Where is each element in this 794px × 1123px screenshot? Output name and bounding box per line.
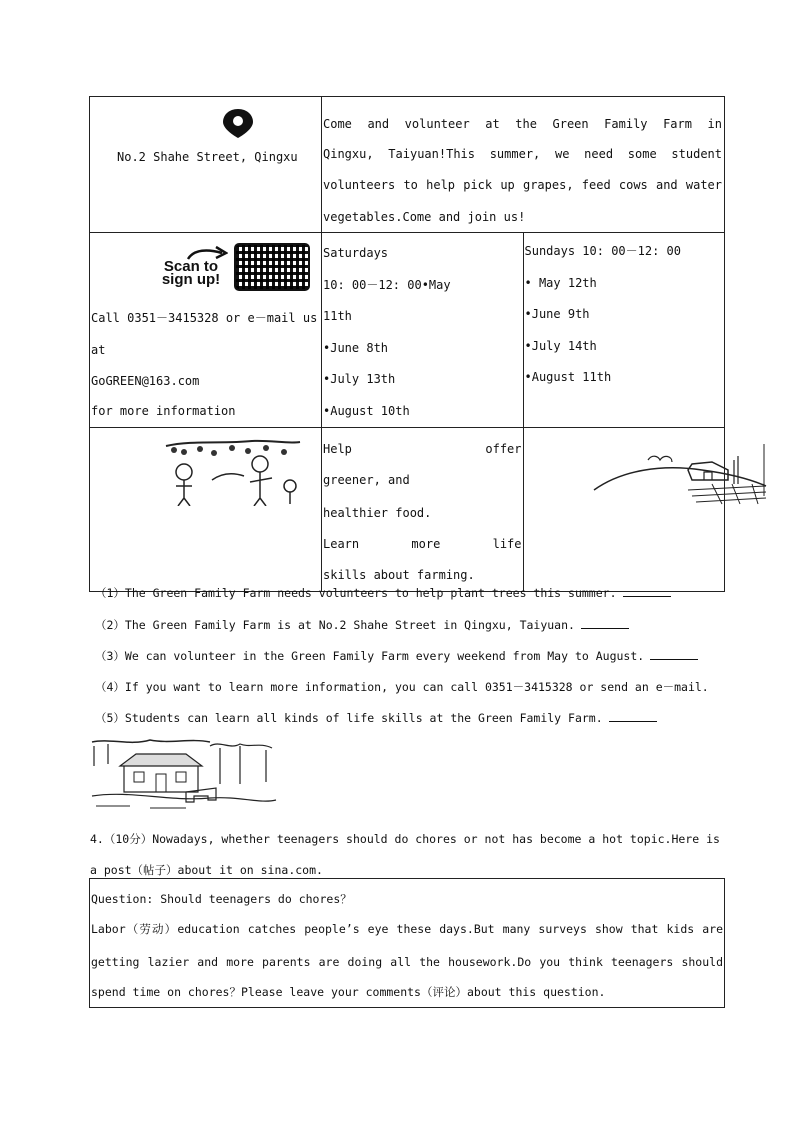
intro-line: Qingxu, Taiyuan!This summer, we need some student [323, 147, 722, 161]
grape-picking-illustration-cell [90, 428, 322, 592]
question-text: （1）The Green Family Farm needs volunteers to help plant trees this summer. [95, 586, 617, 600]
saturdays-cell [322, 233, 524, 428]
question-text: （2）The Green Family Farm is at No.2 Shahe Street in Qingxu, Taiyuan. [95, 618, 575, 632]
scan-line: Scan to [163, 258, 219, 275]
sunday-line: •July 14th [524, 338, 597, 353]
contact-block [91, 303, 317, 427]
saturday-line: 10: 00－12: 00•May [323, 277, 451, 292]
scan-label [156, 260, 226, 286]
contact-line: at [91, 342, 106, 357]
answer-blank[interactable] [581, 618, 629, 629]
question-text: （4）If you want to learn more information, you can call 0351－3415328 or send an e－mail. [95, 680, 709, 694]
intro-line: Come and volunteer at the Green Family Farm in [323, 117, 722, 131]
task-4-line: a post（帖子）about it on sina.com. [90, 863, 323, 877]
question-5 [95, 710, 657, 726]
task-4-line: 4.（10分）Nowadays, whether teenagers should do chores or not has become a hot topic.Here is [90, 832, 720, 846]
saturday-line: 11th [323, 309, 352, 323]
farm-village-illustration [90, 736, 278, 812]
answer-blank[interactable] [650, 649, 698, 660]
farmhouse-illustration [592, 440, 768, 506]
benefit-line: Help offer [323, 442, 522, 456]
intro-cell [322, 97, 725, 233]
sunday-line: •August 11th [524, 370, 612, 384]
saturday-line: •June 8th [323, 340, 389, 355]
question-text: （3）We can volunteer in the Green Family Farm every weekend from May to August. [95, 649, 645, 663]
intro-line: vegetables.Come and join us! [323, 210, 526, 224]
grape-picking-illustration [162, 436, 302, 506]
intro-line: volunteers to help pick up grapes, feed cows and water [323, 178, 722, 192]
sunday-line: • May 12th [524, 275, 597, 290]
contact-cell [90, 233, 322, 428]
post-line: spend time on chores？Please leave your comments（评论）about this question. [91, 985, 606, 999]
post-line: Labor（劳动）education catches people’s eye these days.But many surveys show that kids are [91, 922, 723, 936]
benefit-line: Learn more life [323, 537, 522, 551]
contact-line: GoGREEN@163.com [91, 374, 200, 388]
contact-line: for more information [91, 403, 236, 418]
task-4-intro [90, 824, 720, 886]
sina-post-box [89, 878, 725, 1008]
answer-blank[interactable] [609, 711, 657, 722]
arrow-icon [186, 245, 228, 261]
qr-code-icon [234, 243, 310, 291]
address-cell [90, 97, 322, 233]
question-3 [95, 648, 698, 664]
question-2 [95, 617, 629, 633]
benefit-line: skills about farming. [323, 568, 475, 582]
saturday-line: •August 10th [323, 403, 410, 418]
address-text: No.2 Shahe Street, Qingxu [117, 150, 298, 164]
saturday-line: Saturdays [323, 246, 389, 260]
question-text: （5）Students can learn all kinds of life skills at the Green Family Farm. [95, 711, 603, 725]
sunday-line: •June 9th [524, 307, 590, 321]
post-line: getting lazier and more parents are doing all the housework.Do you think teenagers should [91, 955, 723, 969]
scan-line: sign up! [161, 271, 221, 288]
question-4 [95, 679, 709, 695]
benefit-line: healthier food. [323, 506, 432, 520]
farmhouse-illustration-cell [523, 428, 725, 592]
question-1 [95, 585, 671, 601]
answer-blank[interactable] [623, 586, 671, 597]
sunday-line: Sundays 10: 00－12: 00 [524, 244, 681, 258]
post-question: Question: Should teenagers do chores？ [91, 892, 352, 906]
benefit-line: greener, and [323, 473, 410, 487]
saturday-line: •July 13th [323, 372, 396, 386]
benefits-cell [322, 428, 524, 592]
sundays-cell [523, 233, 725, 428]
farm-flyer-table [89, 96, 725, 592]
location-pin-icon [221, 107, 255, 139]
contact-line: Call 0351－3415328 or e－mail us [91, 311, 318, 325]
